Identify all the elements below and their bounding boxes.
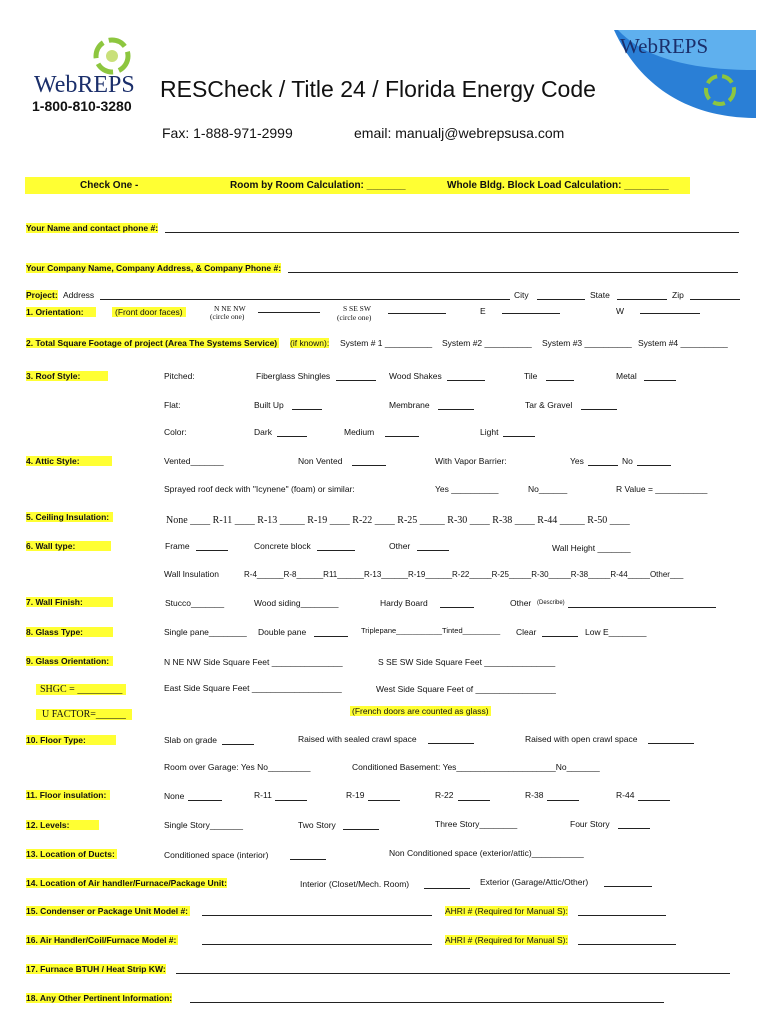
wood-siding-option[interactable]: Wood siding________	[254, 598, 339, 608]
exterior-option[interactable]: Exterior (Garage/Attic/Other)	[480, 877, 589, 887]
finish-other-option[interactable]: Other	[510, 598, 532, 608]
vapor-yes-field[interactable]	[588, 465, 618, 466]
orientation-field-4[interactable]	[640, 313, 700, 314]
furnace-btuh-label: 17. Furnace BTUH / Heat Strip KW:	[26, 964, 166, 974]
sealed-crawl-option[interactable]: Raised with sealed crawl space	[298, 734, 417, 744]
other-info-field[interactable]	[190, 1002, 664, 1003]
room-over-garage-field[interactable]: Room over Garage: Yes No_________	[164, 762, 311, 772]
dark-option[interactable]: Dark	[254, 427, 272, 437]
floor-r11-option[interactable]: R-11	[254, 790, 272, 800]
zip-label: Zip	[672, 290, 684, 300]
ducts-conditioned-option[interactable]: Conditioned space (interior)	[164, 850, 269, 860]
french-doors-note: (French doors are counted as glass)	[352, 706, 489, 716]
light-option[interactable]: Light	[480, 427, 499, 437]
city-label: City	[514, 290, 529, 300]
ducts-nonconditioned-option[interactable]: Non Conditioned space (exterior/attic)___________	[389, 848, 584, 858]
glass-orientation-label: 9. Glass Orientation:	[26, 656, 113, 666]
concrete-block-field[interactable]	[317, 550, 355, 551]
finish-other-field[interactable]	[568, 607, 716, 608]
vented-option[interactable]: Vented_______	[164, 456, 224, 466]
ceiling-options[interactable]: None ____ R-11 ____ R-13 _____ R-19 ____ R-22 ____ R-25 _____ R-30 ____ R-38 ____ R-44 _____ R-50 ____	[166, 515, 630, 526]
ssesw-sqft-field[interactable]: S SE SW Side Square Feet _______________	[378, 657, 556, 667]
air-handler-model-label: 16. Air Handler/Coil/Furnace Model #:	[26, 935, 177, 945]
air-handler-model-field[interactable]	[202, 944, 432, 945]
floor-r19-field[interactable]	[368, 800, 400, 801]
hardy-board-field[interactable]	[440, 607, 474, 608]
sprayed-yes-option[interactable]: Yes __________	[435, 484, 499, 494]
tile-option[interactable]: Tile	[524, 371, 538, 381]
u-factor-field[interactable]: U FACTOR=______	[36, 709, 132, 720]
nnenw-option[interactable]: N NE NW	[214, 304, 246, 313]
orientation-label: 1. Orientation:	[26, 307, 96, 317]
floor-r38-field[interactable]	[547, 800, 579, 801]
hardy-board-option[interactable]: Hardy Board	[380, 598, 428, 608]
two-story-option[interactable]: Two Story	[298, 820, 336, 830]
fiberglass-field[interactable]	[336, 380, 376, 381]
condenser-ahri-field[interactable]	[578, 915, 666, 916]
check-one-label: Check One -	[80, 180, 139, 191]
corner-logo-name: WebREPS	[620, 34, 709, 58]
leaf-swirl-icon	[90, 36, 140, 76]
handler-ahri-label: AHRI # (Required for Manual S):	[445, 935, 568, 945]
concrete-block-option[interactable]: Concrete block	[254, 541, 311, 551]
page-title: RESCheck / Title 24 / Florida Energy Code	[160, 76, 596, 102]
floor-r19-option[interactable]: R-19	[346, 790, 365, 800]
system-4-field[interactable]: System #4 __________	[638, 338, 728, 348]
wall-height-field[interactable]: Wall Height _______	[552, 543, 631, 553]
flat-label: Flat:	[164, 400, 181, 410]
name-contact-label: Your Name and contact phone #:	[26, 223, 159, 233]
color-label: Color:	[164, 427, 187, 437]
single-pane-option[interactable]: Single pane________	[164, 627, 247, 637]
tar-gravel-field[interactable]	[581, 409, 617, 410]
fax-number: Fax: 1-888-971-2999	[162, 125, 293, 141]
metal-field[interactable]	[644, 380, 676, 381]
floor-r38-option[interactable]: R-38	[525, 790, 544, 800]
membrane-field[interactable]	[438, 409, 474, 410]
address-field[interactable]	[100, 299, 510, 300]
wall-insulation-options[interactable]: R-4______R-8______R11______R-13______R-19______R-22_____R-25_____R-30_____R-38_____R-44_____Other___	[244, 570, 684, 579]
interior-field[interactable]	[424, 888, 470, 889]
other-info-label: 18. Any Other Pertinent Information:	[26, 993, 173, 1003]
front-door-label: (Front door faces)	[112, 307, 186, 317]
tar-gravel-option[interactable]: Tar & Gravel	[525, 400, 573, 410]
slab-option[interactable]: Slab on grade	[164, 735, 217, 745]
floor-r44-option[interactable]: R-44	[616, 790, 635, 800]
east-sqft-field[interactable]: East Side Square Feet ___________________	[164, 683, 342, 693]
condenser-model-field[interactable]	[202, 915, 432, 916]
circle-one-2: (circle one)	[337, 313, 372, 322]
four-story-option[interactable]: Four Story	[570, 819, 610, 829]
levels-label: 12. Levels:	[26, 820, 99, 830]
frame-option[interactable]: Frame	[165, 541, 190, 551]
orientation-field-1[interactable]	[258, 312, 320, 313]
single-story-option[interactable]: Single Story_______	[164, 820, 243, 830]
vapor-no-option[interactable]: No	[622, 456, 633, 466]
metal-option[interactable]: Metal	[616, 371, 637, 381]
membrane-option[interactable]: Membrane	[389, 400, 430, 410]
company-field[interactable]	[288, 272, 738, 273]
vapor-no-field[interactable]	[637, 465, 671, 466]
condenser-ahri-label: AHRI # (Required for Manual S):	[445, 906, 568, 916]
floor-insulation-label: 11. Floor insulation:	[26, 790, 110, 800]
ssesw-option[interactable]: S SE SW	[343, 304, 371, 313]
conditioned-basement-field[interactable]: Conditioned Basement: Yes_____________________No_______	[352, 762, 600, 772]
ducts-conditioned-field[interactable]	[290, 859, 326, 860]
floor-type-label: 10. Floor Type:	[26, 735, 116, 745]
logo-phone: 1-800-810-3280	[32, 98, 132, 114]
air-handler-location-label: 14. Location of Air handler/Furnace/Package Unit:	[26, 878, 227, 888]
r-value-field[interactable]: R Value = ___________	[616, 484, 708, 494]
clear-option[interactable]: Clear	[516, 627, 537, 637]
built-up-field[interactable]	[292, 409, 322, 410]
state-label: State	[590, 290, 610, 300]
email-address: email: manualj@webrepsusa.com	[354, 125, 565, 141]
zip-field[interactable]	[690, 299, 740, 300]
two-story-field[interactable]	[343, 829, 379, 830]
wall-finish-label: 7. Wall Finish:	[26, 597, 113, 607]
fiberglass-option[interactable]: Fiberglass Shingles	[256, 371, 331, 381]
roof-style-label: 3. Roof Style:	[26, 371, 108, 381]
sealed-crawl-field[interactable]	[428, 743, 474, 744]
orientation-field-2[interactable]	[388, 313, 446, 314]
glass-type-label: 8. Glass Type:	[26, 627, 113, 637]
system-1-field[interactable]: System # 1 __________	[340, 338, 433, 348]
double-pane-option[interactable]: Double pane	[258, 627, 307, 637]
medium-field[interactable]	[385, 436, 419, 437]
non-vented-field[interactable]	[352, 465, 386, 466]
project-label: Project:	[26, 290, 58, 300]
built-up-option[interactable]: Built Up	[254, 400, 284, 410]
west-sqft-field[interactable]: West Side Square Feet of _________________	[376, 684, 556, 694]
address-label: Address	[63, 290, 95, 300]
interior-option[interactable]: Interior (Closet/Mech. Room)	[300, 879, 410, 889]
webreps-logo	[28, 36, 148, 116]
floor-r11-field[interactable]	[275, 800, 307, 801]
double-pane-field[interactable]	[314, 636, 348, 637]
sprayed-deck-label: Sprayed roof deck with "Icynene" (foam) or similar:	[164, 484, 355, 494]
nnenw-sqft-field[interactable]: N NE NW Side Square Feet _______________	[164, 657, 343, 667]
ceiling-insulation-label: 5. Ceiling Insulation:	[26, 512, 113, 522]
orientation-field-3[interactable]	[502, 313, 560, 314]
floor-r44-field[interactable]	[638, 800, 670, 801]
sqft-known: (if known):	[290, 338, 330, 348]
wood-shakes-field[interactable]	[447, 380, 485, 381]
floor-r22-field[interactable]	[458, 800, 490, 801]
system-3-field[interactable]: System #3 __________	[542, 338, 632, 348]
stucco-option[interactable]: Stucco_______	[165, 598, 225, 608]
floor-none-field[interactable]	[188, 800, 222, 801]
room-by-room-option[interactable]: Room by Room Calculation: _______	[230, 180, 406, 191]
open-crawl-option[interactable]: Raised with open crawl space	[525, 734, 638, 744]
wall-type-label: 6. Wall type:	[26, 541, 111, 551]
open-crawl-field[interactable]	[648, 743, 694, 744]
floor-none-option[interactable]: None	[164, 791, 185, 801]
light-field[interactable]	[503, 436, 535, 437]
slab-field[interactable]	[222, 744, 254, 745]
exterior-field[interactable]	[604, 886, 652, 887]
low-e-option[interactable]: Low E________	[585, 627, 647, 637]
floor-r22-option[interactable]: R-22	[435, 790, 454, 800]
non-vented-option[interactable]: Non Vented	[298, 456, 343, 466]
shgc-field[interactable]: SHGC = _________	[36, 684, 126, 695]
pitched-label: Pitched:	[164, 371, 195, 381]
describe-label: (Describe)	[537, 600, 565, 606]
sprayed-no-option[interactable]: No______	[528, 484, 568, 494]
vapor-yes-option[interactable]: Yes	[570, 456, 584, 466]
system-2-field[interactable]: System #2 __________	[442, 338, 532, 348]
tile-field[interactable]	[546, 380, 574, 381]
wood-shakes-option[interactable]: Wood Shakes	[389, 371, 442, 381]
name-contact-field[interactable]	[165, 232, 739, 233]
west-option[interactable]: W	[616, 306, 625, 316]
logo-name: WebREPS	[34, 72, 135, 98]
sqft-label: 2. Total Square Footage of project (Area The Systems Service)	[26, 338, 278, 348]
frame-field[interactable]	[196, 550, 228, 551]
city-field[interactable]	[537, 299, 585, 300]
whole-bldg-option[interactable]: Whole Bldg. Block Load Calculation: ________	[447, 180, 669, 191]
clear-field[interactable]	[542, 636, 578, 637]
east-option[interactable]: E	[480, 306, 486, 316]
company-label: Your Company Name, Company Address, & Company Phone #:	[26, 263, 282, 273]
wall-other-field[interactable]	[417, 550, 449, 551]
circle-one-1: (circle one)	[210, 312, 245, 321]
state-field[interactable]	[617, 299, 667, 300]
triple-tinted-option[interactable]: Triplepane___________Tinted_________	[361, 626, 501, 635]
condenser-model-label: 15. Condenser or Package Unit Model #:	[26, 906, 189, 916]
dark-field[interactable]	[277, 436, 307, 437]
attic-style-label: 4. Attic Style:	[26, 456, 112, 466]
wall-other-option[interactable]: Other	[389, 541, 411, 551]
medium-option[interactable]: Medium	[344, 427, 375, 437]
furnace-btuh-field[interactable]	[176, 973, 730, 974]
vapor-barrier-label: With Vapor Barrier:	[435, 456, 507, 466]
three-story-option[interactable]: Three Story________	[435, 819, 518, 829]
four-story-field[interactable]	[618, 828, 650, 829]
corner-logo	[606, 30, 756, 118]
ducts-label: 13. Location of Ducts:	[26, 849, 115, 859]
wall-insulation-label: Wall Insulation	[164, 569, 219, 579]
handler-ahri-field[interactable]	[578, 944, 676, 945]
